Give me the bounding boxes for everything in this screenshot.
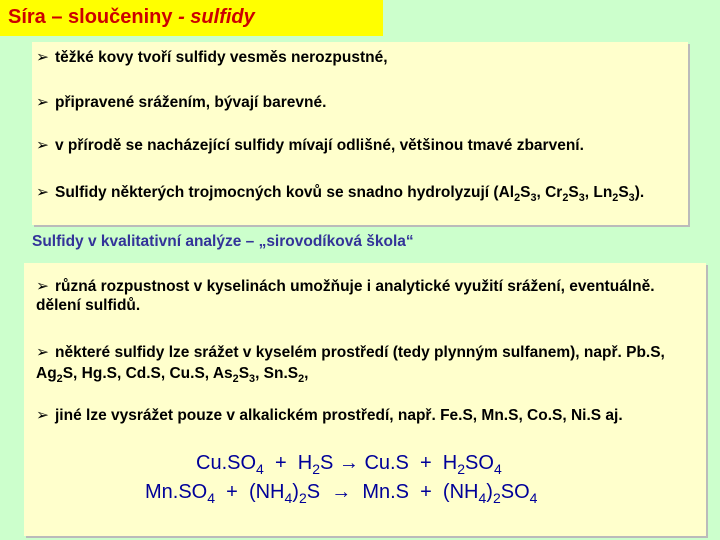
bullet-acidic-precipitation: ➢ některé sulfidy lze srážet v kyselém prostředí (tedy plynným sulfanem), např. Pb.S, $Ag_2S$, Hg.S, Cd.S, Cu.S, $As_2S_3$, $Sn.S_2$, <box>36 343 665 385</box>
bullet-precipitated: ➢ připravené srážením, bývají barevné. <box>36 93 327 111</box>
title-main: Síra – sloučeniny <box>8 6 179 28</box>
title-italic: - sulfidy <box>178 6 255 28</box>
equation-copper-sulfate: $Cu.SO_4 + H_2S \to Cu.S + H_2SO_4$ <box>196 452 502 477</box>
equation-manganese-sulfate: $Mn.SO_4 + (NH_4)_2S \to Mn.S + (NH_4)_2SO_4$ <box>145 481 538 506</box>
subheading-qualitative-analysis: Sulfidy v kvalitativní analýze – „sirovodíková škola“ <box>32 233 414 250</box>
bullet-hydrolysis: ➢ Sulfidy některých trojmocných kovů se snadno hydrolyzují ($Al_2S_3$, $Cr_2S_3$, $Ln_2S_3$). <box>36 183 645 204</box>
title-box <box>0 0 383 36</box>
arrow-bullet-icon: ➢ <box>36 183 49 201</box>
arrow-bullet-icon: ➢ <box>36 277 49 295</box>
bullet-heavy-metals: ➢ těžké kovy tvoří sulfidy vesměs nerozpustné, <box>36 48 388 66</box>
bullet-nature: ➢ v přírodě se nacházející sulfidy mívají odlišné, většinou tmavé zbarvení. <box>36 136 584 154</box>
bullet-alkaline-precipitation: ➢ jiné lze vysrážet pouze v alkalickém prostředí, např. Fe.S, Mn.S, Co.S, Ni.S aj. <box>36 406 623 424</box>
arrow-bullet-icon: ➢ <box>36 48 49 66</box>
arrow-bullet-icon: ➢ <box>36 136 49 154</box>
bullet-solubility: ➢ různá rozpustnost v kyselinách umožňuje i analytické využití srážení, eventuálně. dělení sulfidů. <box>36 277 655 314</box>
arrow-bullet-icon: ➢ <box>36 93 49 111</box>
arrow-bullet-icon: ➢ <box>36 406 49 424</box>
slide-title <box>8 6 255 29</box>
arrow-bullet-icon: ➢ <box>36 343 49 361</box>
